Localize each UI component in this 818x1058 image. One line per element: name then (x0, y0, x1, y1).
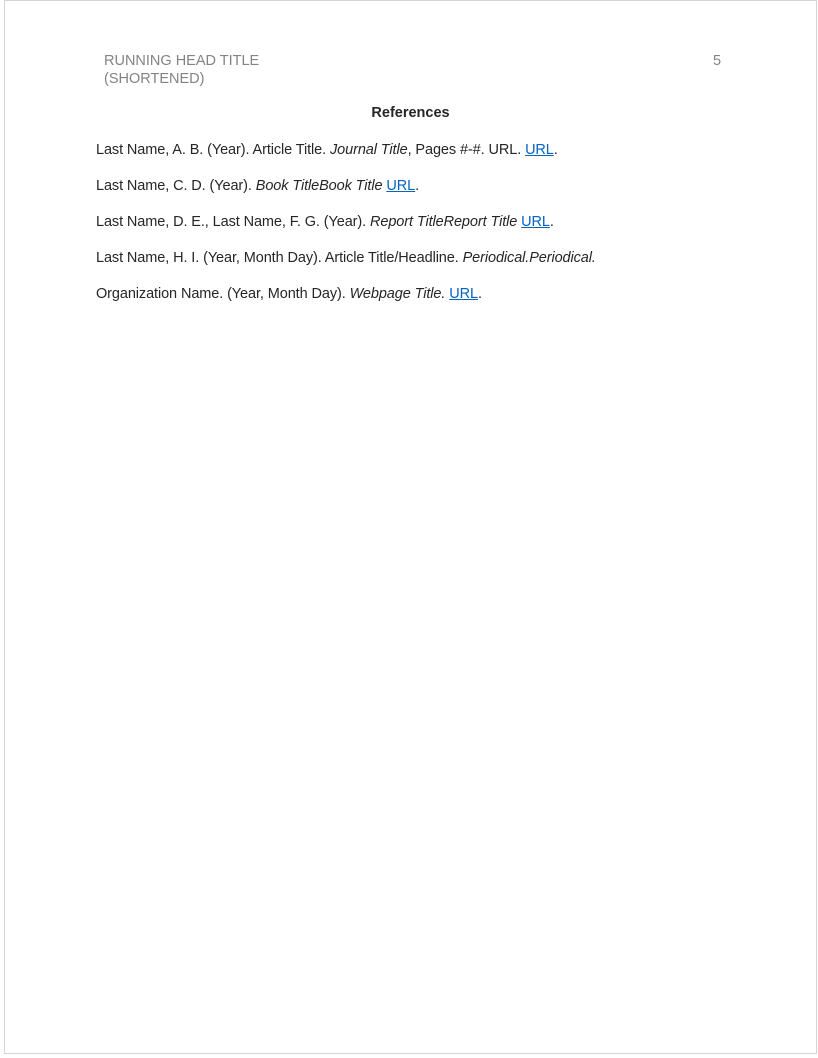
ref-text: Last Name, H. I. (Year, Month Day). Article Title/Headline. (96, 250, 463, 266)
page-number: 5 (713, 53, 722, 69)
ref-text: Last Name, C. D. (Year). (96, 178, 256, 194)
ref-italic-title: Journal Title (330, 142, 408, 158)
reference-entry (96, 168, 806, 204)
references-heading: References (371, 105, 450, 121)
ref-text: Organization Name. (Year, Month Day). (96, 286, 350, 302)
running-head (104, 52, 259, 88)
reference-entry (96, 132, 806, 168)
ref-text: . (415, 178, 420, 194)
ref-italic-title: Report TitleReport Title (369, 214, 518, 230)
url-link[interactable]: URL (386, 178, 416, 194)
url-link[interactable]: URL (525, 142, 554, 158)
running-head-line2: (SHORTENED) (104, 71, 205, 87)
ref-text: . (553, 142, 558, 158)
ref-text: , Pages #-#. URL. (407, 142, 526, 158)
reference-entry (96, 240, 806, 276)
url-link[interactable]: URL (449, 286, 478, 302)
ref-text: . (477, 286, 482, 302)
ref-italic-title: Webpage Title. (349, 286, 446, 302)
running-head-line1: RUNNING HEAD TITLE (104, 53, 260, 69)
ref-italic-title: Book TitleBook Title (255, 178, 383, 194)
reference-list (96, 132, 806, 312)
document-page (4, 0, 817, 1054)
ref-text: . (549, 214, 554, 230)
reference-entry (96, 276, 806, 312)
reference-entry (96, 204, 806, 240)
url-link[interactable]: URL (521, 214, 550, 230)
ref-text: Last Name, A. B. (Year). Article Title. (96, 142, 331, 158)
ref-text: Last Name, D. E., Last Name, F. G. (Year). (96, 214, 370, 230)
ref-italic-title: Periodical.Periodical. (462, 250, 596, 266)
